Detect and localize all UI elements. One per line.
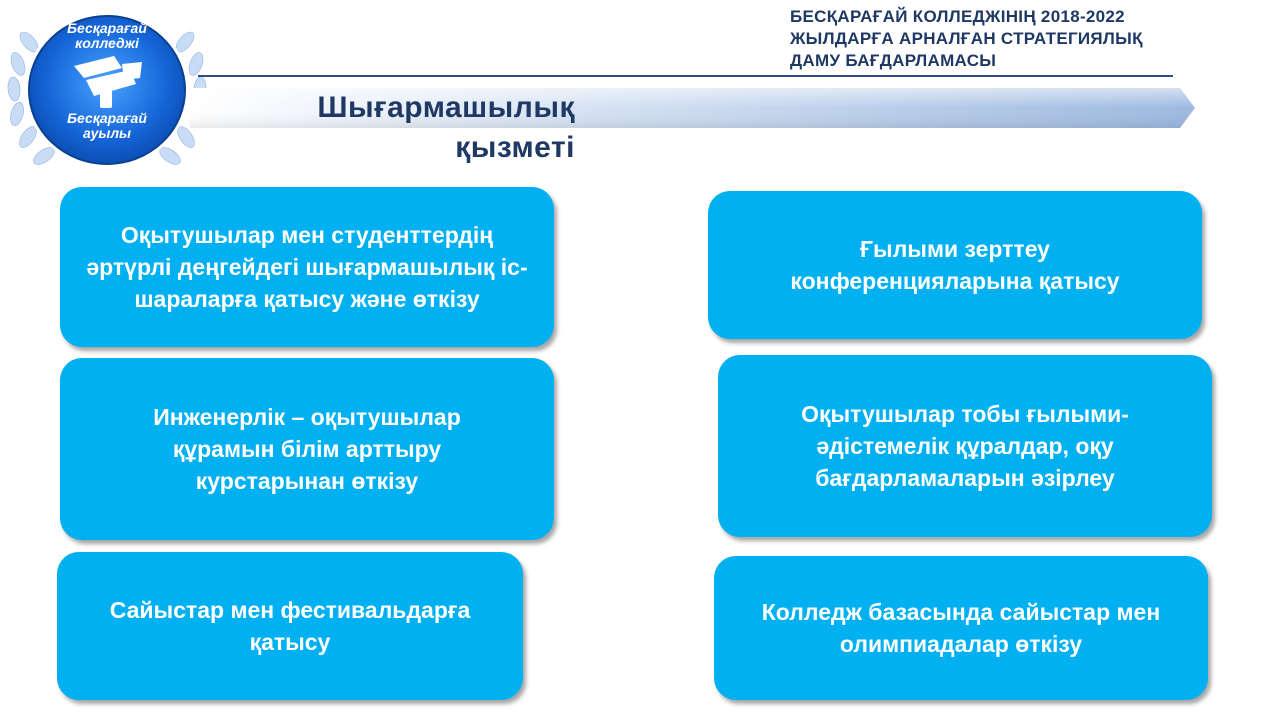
college-emblem-icon [4, 4, 210, 174]
activity-box-text: Оқытушылар тобы ғылыми-әдістемелік құралдар, оқу бағдарламаларын әзірлеу [801, 401, 1129, 491]
logo-bottom-text [47, 111, 167, 141]
activity-box-text: Оқытушылар мен студенттердің әртүрлі деңгейдегі шығармашылық іс-шараларға қатысу және өткізу [86, 222, 528, 312]
activity-box-qualification-courses [60, 358, 554, 540]
program-title [790, 6, 1260, 72]
logo-bottom-line-1: Бесқарағай [67, 110, 147, 126]
logo-top-line-2: колледжі [75, 35, 139, 51]
logo-top-line-1: Бесқарағай [67, 20, 147, 36]
logo-bottom-line-2: ауылы [82, 125, 131, 141]
page-title: Шығармашылық қызметі [317, 91, 575, 164]
header-divider [198, 75, 1173, 77]
program-title-line-3: ДАМУ БАҒДАРЛАМАСЫ [790, 51, 997, 70]
activity-box-text: Инженерлік – оқытушылар құрамын білім арттыру курстарынан өткізу [153, 404, 461, 494]
activity-box-research-conferences [708, 191, 1202, 339]
activity-box-methodical-materials [718, 355, 1212, 537]
activity-box-text: Сайыстар мен фестивальдарға қатысу [109, 597, 471, 655]
program-title-line-1: БЕСҚАРАҒАЙ КОЛЛЕДЖІНІҢ 2018-2022 [790, 7, 1125, 26]
activity-box-college-olympiads [714, 556, 1208, 700]
activity-box-text: Колледж базасында сайыстар мен олимпиадалар өткізу [761, 599, 1161, 657]
logo-top-text [47, 21, 167, 51]
activity-box-text: Ғылыми зерттеу конференцияларына қатысу [790, 236, 1120, 294]
activity-box-competitions-festivals [57, 552, 523, 700]
activity-box-creative-events [60, 187, 554, 347]
program-title-line-2: ЖЫЛДАРҒА АРНАЛҒАН СТРАТЕГИЯЛЫҚ [790, 29, 1143, 48]
